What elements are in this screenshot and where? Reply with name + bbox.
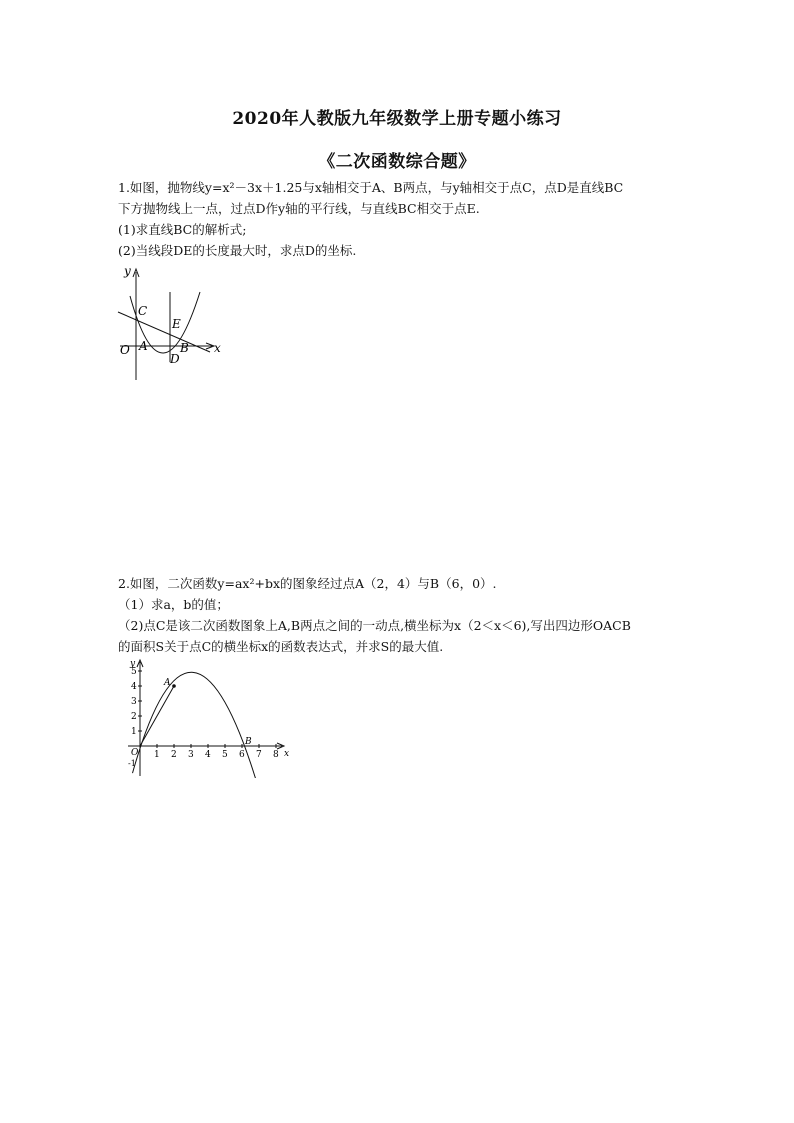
q2-neg-tick-label: -1: [128, 759, 136, 768]
q1-origin-label: O: [120, 343, 130, 357]
q1-part-2: (2)当线段DE的长度最大时，求点D的坐标.: [118, 243, 357, 258]
q1-y-label: y: [124, 264, 131, 278]
q2-x-tick-label: 6: [239, 750, 245, 760]
q2-y-tick-label: 3: [131, 697, 137, 707]
q1-point-a-label: A: [139, 339, 148, 353]
q1-point-d-label: D: [170, 352, 180, 366]
q2-x-tick-label: 5: [222, 750, 228, 760]
q1-figure: [112, 262, 230, 382]
q1-text-line-1: 1.如图，抛物线y=x²－3x＋1.25与x轴相交于A、B两点，与y轴相交于点C，点D是直线BC: [118, 180, 624, 195]
q2-segment-oa: [140, 686, 174, 746]
q2-x-tick-label: 4: [205, 750, 211, 760]
q2-y-tick-label: 1: [131, 727, 137, 737]
q2-y-tick-label: 4: [131, 682, 137, 692]
q2-part-2-line-2: 的面积S关于点C的横坐标x的函数表达式，并求S的最大值.: [118, 639, 444, 654]
q2-y-label: y: [130, 659, 136, 669]
q1-part-1: (1)求直线BC的解析式;: [118, 222, 247, 237]
q2-text-line-1: 2.如图，二次函数y=ax²+bx的图象经过点A（2，4）与B（6，0）.: [118, 576, 497, 591]
q1-point-b-label: B: [180, 341, 189, 355]
q1-text-line-2: 下方抛物线上一点，过点D作y轴的平行线，与直线BC相交于点E.: [118, 201, 480, 216]
q2-point-a: [172, 684, 176, 688]
page-title: 2020年人教版九年级数学上册专题小练习: [232, 109, 562, 129]
q2-part-1: （1）求a，b的值；: [118, 597, 229, 612]
q2-x-tick-label: 1: [154, 750, 160, 760]
q2-tick-marks: [138, 671, 276, 748]
q2-point-a-label: A: [164, 678, 171, 688]
q2-y-tick-label: 2: [131, 712, 137, 722]
q2-part-2-line-1: （2)点C是该二次函数图象上A,B两点之间的一动点,横坐标为x（2＜x＜6),写出四边形OACB: [118, 618, 631, 633]
q2-origin-label: O: [131, 748, 139, 758]
q1-point-e-label: E: [172, 317, 181, 331]
q2-x-tick-label: 7: [256, 750, 262, 760]
q2-x-tick-label: 2: [171, 750, 177, 760]
q1-point-c-label: C: [138, 304, 148, 318]
q2-x-tick-label: 8: [273, 750, 279, 760]
q1-x-label: x: [214, 341, 221, 355]
q2-parabola: [133, 672, 258, 778]
q2-y-tick-label: 5: [131, 667, 137, 677]
q2-point-b-label: B: [245, 737, 252, 747]
page-subtitle: 《二次函数综合题》: [318, 152, 476, 172]
q2-x-label: x: [284, 749, 290, 759]
q2-x-tick-label: 3: [188, 750, 194, 760]
q2-figure: [122, 656, 294, 778]
